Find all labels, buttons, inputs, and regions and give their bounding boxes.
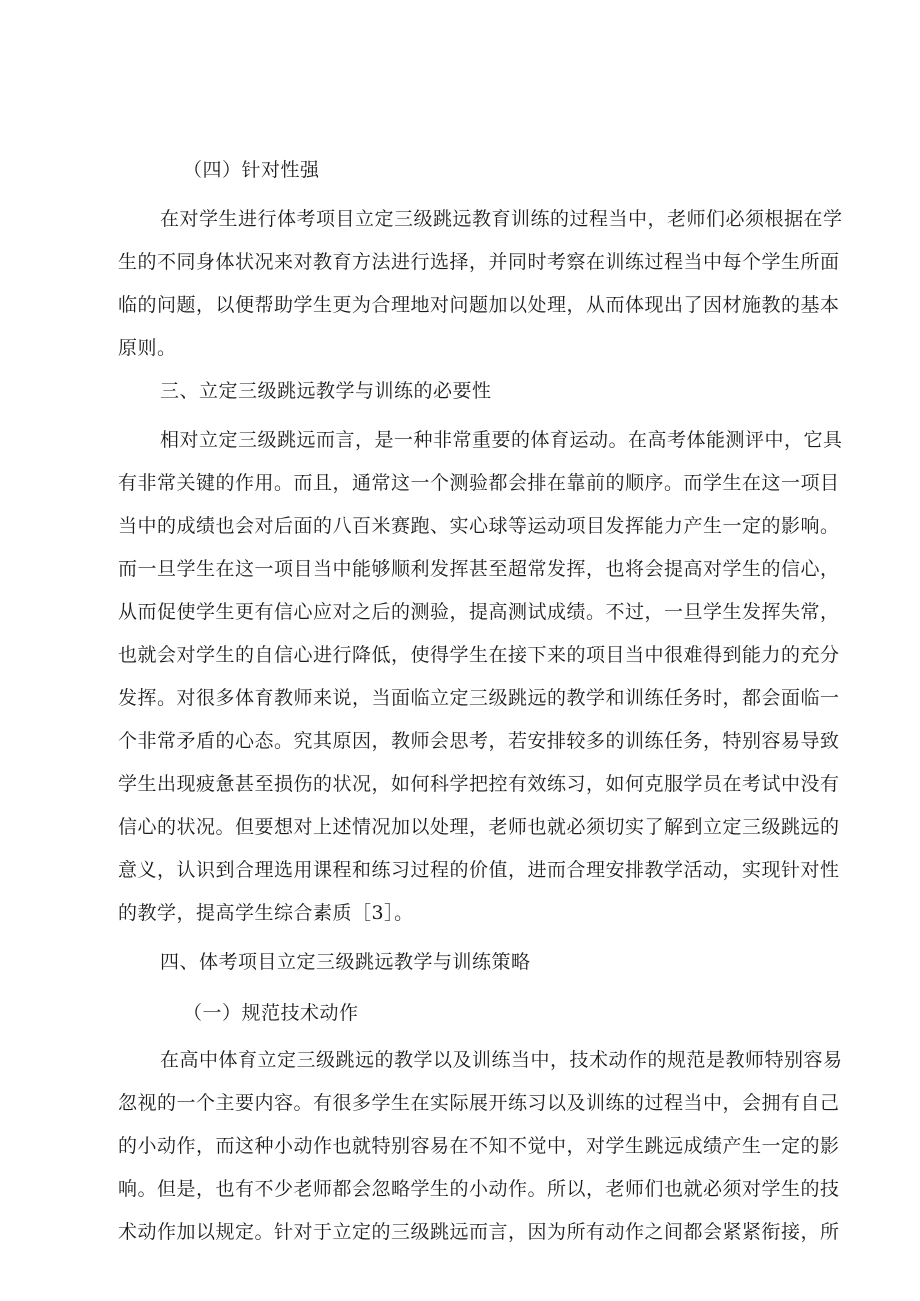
section-four-heading: 四、体考项目立定三级跳远教学与训练策略 [160, 951, 531, 973]
paragraph-1-line: 生的不同身体状况来对教育方法进行选择，并同时考察在训练过程当中每个学生所面 [118, 251, 840, 273]
paragraph-2-line: 的教学，提高学生综合素质［3］。 [118, 902, 414, 924]
paragraph-2-line: 从而促使学生更有信心应对之后的测验，提高测试成绩。不过，一旦学生发挥失常， [118, 601, 840, 623]
paragraph-3-line: 的小动作，而这种小动作也就特别容易在不知不觉中，对学生跳远成绩产生一定的影 [118, 1135, 840, 1157]
paragraph-1-line: 临的问题，以便帮助学生更为合理地对问题加以处理，从而体现出了因材施教的基本 [118, 294, 840, 316]
paragraph-2-line: 学生出现疲惫甚至损伤的状况，如何科学把控有效练习，如何克服学员在考试中没有 [118, 773, 840, 795]
paragraph-3-line: 术动作加以规定。针对于立定的三级跳远而言，因为所有动作之间都会紧紧衔接，所 [118, 1221, 840, 1243]
paragraph-2-line: 意义，认识到合理选用课程和练习过程的价值，进而合理安排教学活动，实现针对性 [118, 859, 840, 881]
paragraph-2-line: 也就会对学生的自信心进行降低，使得学生在接下来的项目当中很难得到能力的充分 [118, 644, 840, 666]
paragraph-3-line: 在高中体育立定三级跳远的教学以及训练当中，技术动作的规范是教师特别容易 [160, 1049, 843, 1071]
section-4-heading: （四）针对性强 [183, 159, 320, 181]
paragraph-3-line: 忽视的一个主要内容。有很多学生在实际展开练习以及训练的过程当中，会拥有自己 [118, 1092, 840, 1114]
paragraph-3-line: 响。但是，也有不少老师都会忽略学生的小动作。所以，老师们也就必须对学生的技 [118, 1178, 840, 1200]
paragraph-1-line: 原则。 [118, 337, 177, 359]
paragraph-2-line: 信心的状况。但要想对上述情况加以处理，老师也就必须切实了解到立定三级跳远的 [118, 816, 840, 838]
paragraph-2-line: 个非常矛盾的心态。究其原因，教师会思考，若安排较多的训练任务，特别容易导致 [118, 730, 840, 752]
subsection-1-heading: （一）规范技术动作 [183, 1002, 359, 1024]
paragraph-1-line: 在对学生进行体考项目立定三级跳远教育训练的过程当中，老师们必须根据在学 [160, 208, 843, 230]
section-three-heading: 三、立定三级跳远教学与训练的必要性 [160, 380, 492, 402]
paragraph-2-line: 当中的成绩也会对后面的八百米赛跑、实心球等运动项目发挥能力产生一定的影响。 [118, 515, 840, 537]
paragraph-2-line: 而一旦学生在这一项目当中能够顺利发挥甚至超常发挥，也将会提高对学生的信心， [118, 558, 840, 580]
paragraph-2-line: 发挥。对很多体育教师来说，当面临立定三级跳远的教学和训练任务时，都会面临一 [118, 687, 840, 709]
paragraph-2-line: 相对立定三级跳远而言，是一种非常重要的体育运动。在高考体能测评中，它具 [160, 429, 843, 451]
paragraph-2-line: 有非常关键的作用。而且，通常这一个测验都会排在靠前的顺序。而学生在这一项目 [118, 472, 840, 494]
